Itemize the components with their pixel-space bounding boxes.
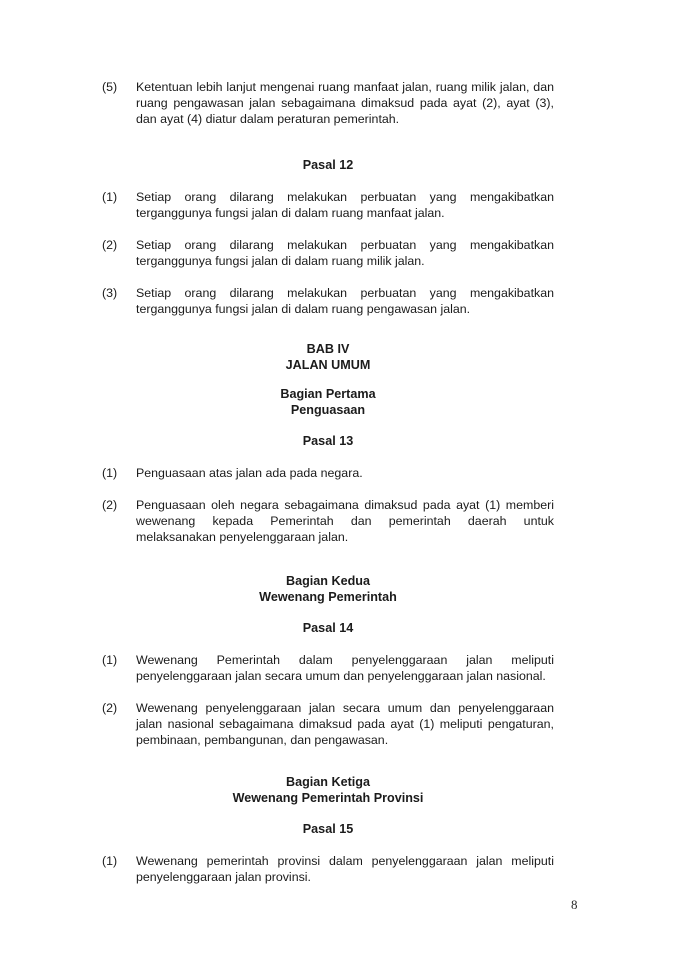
pasal-13-heading: Pasal 13 [302,434,354,448]
clause-number: (1) [102,466,118,480]
pasal-12-heading: Pasal 12 [302,158,354,172]
pasal-14-heading: Pasal 14 [302,621,354,635]
clause-text: Penguasaan oleh negara sebagaimana dimaksud pada ayat (1) memberi wewenang kepada Pemerintah dan pemerintah daerah untuk melaksanakan penyelenggaraan jalan. [136,498,554,544]
clause-text: Setiap orang dilarang melakukan perbuatan yang mengakibatkan terganggunya fungsi jalan di dalam ruang milik jalan. [136,238,554,268]
bagian-heading-group [102,774,554,806]
clause-item [102,189,554,221]
bab-title: BAB IV [306,342,350,356]
bagian-subtitle: Wewenang Pemerintah Provinsi [232,791,424,805]
clause-number: (3) [102,286,118,300]
clause-number: (2) [102,238,118,252]
clause-text: Setiap orang dilarang melakukan perbuatan yang mengakibatkan terganggunya fungsi jalan di dalam ruang manfaat jalan. [136,190,554,220]
clause-number: (1) [102,854,118,868]
clause-number: (1) [102,190,118,204]
clause-number: (1) [102,653,118,667]
clause-item [102,237,554,269]
bagian-title: Bagian Kedua [286,574,370,588]
clause-text: Wewenang pemerintah provinsi dalam penyelenggaraan jalan meliputi penyelenggaraan jalan provinsi. [136,854,554,884]
clause-item [102,285,554,317]
bagian-heading-group [102,386,554,418]
pasal-15-heading: Pasal 15 [302,822,354,836]
clause-item [102,853,554,885]
clause-text: Ketentuan lebih lanjut mengenai ruang manfaat jalan, ruang milik jalan, dan ruang pengawasan jalan sebagaimana dimaksud pada ayat (2), ayat (3), dan ayat (4) diatur dalam peraturan pemerintah. [136,80,554,126]
clause-item [102,652,554,684]
bagian-subtitle: Penguasaan [290,403,366,417]
bagian-heading-group [102,573,554,605]
clause-text: Wewenang Pemerintah dalam penyelenggaraan jalan meliputi penyelenggaraan jalan secara umum dan penyelenggaraan jalan nasional. [136,653,554,683]
clause-number: (2) [102,498,118,512]
clause-item [102,465,554,481]
clause-text: Setiap orang dilarang melakukan perbuatan yang mengakibatkan terganggunya fungsi jalan di dalam ruang pengawasan jalan. [136,286,554,316]
clause-number: (2) [102,701,118,715]
clause-item [102,79,554,127]
clause-number: (5) [102,80,118,94]
clause-item [102,700,554,748]
bab-heading-group [102,341,554,373]
document-body [102,79,554,885]
clause-text: Wewenang penyelenggaraan jalan secara umum dan penyelenggaraan jalan nasional sebagaimana dimaksud pada ayat (1) meliputi pengaturan, pembinaan, pembangunan, dan pengawasan. [136,701,554,747]
page-number: 8 [571,897,578,912]
bagian-subtitle: Wewenang Pemerintah [259,590,397,604]
bagian-title: Bagian Ketiga [286,775,370,789]
clause-item [102,497,554,545]
clause-text: Penguasaan atas jalan ada pada negara. [136,466,363,480]
bab-subtitle: JALAN UMUM [285,358,371,372]
bagian-title: Bagian Pertama [280,387,376,401]
